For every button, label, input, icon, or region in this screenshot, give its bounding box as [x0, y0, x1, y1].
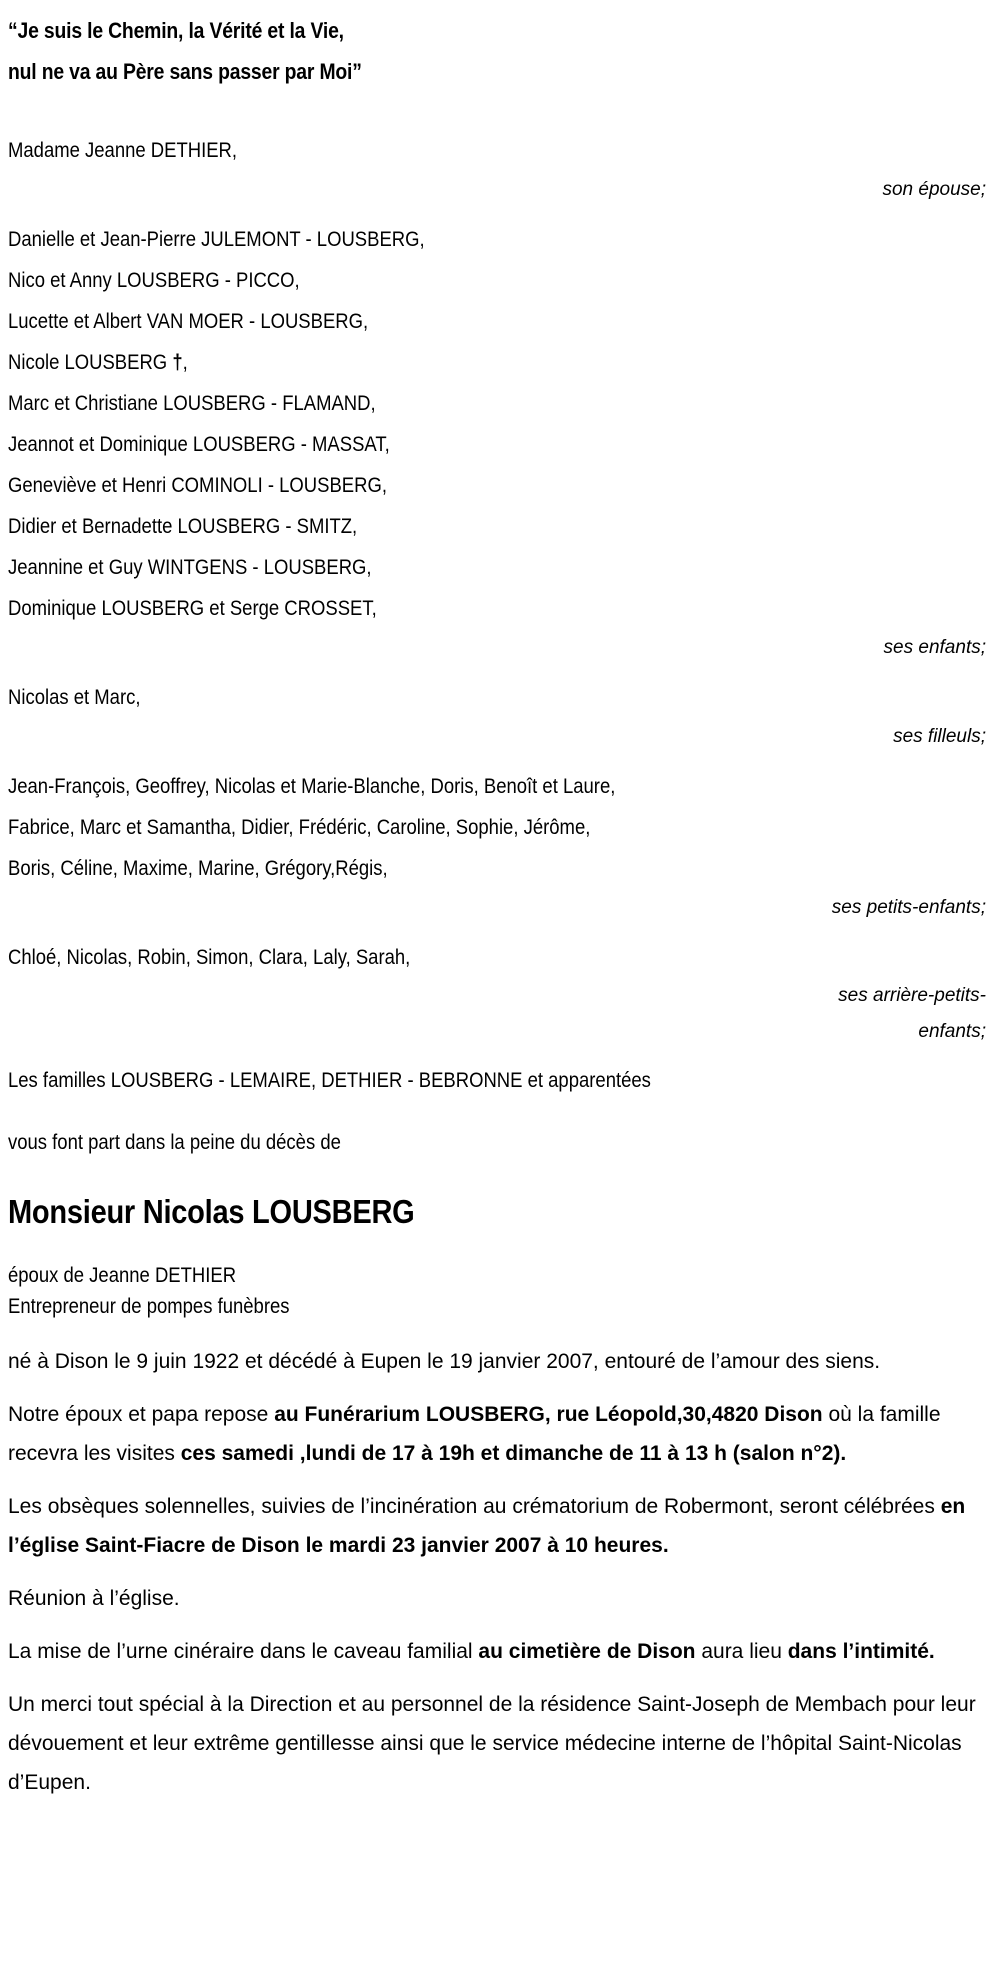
- children-role-label: ses enfants;: [883, 637, 986, 658]
- list-item: Lucette et Albert VAN MOER - LOUSBERG,: [8, 310, 369, 333]
- deceased-child-name: Nicole LOUSBERG: [8, 351, 168, 374]
- children-list: [8, 219, 992, 629]
- list-item: Jeannot et Dominique LOUSBERG - MASSAT,: [8, 433, 390, 456]
- grandchildren-line-3: Boris, Céline, Maxime, Marine, Grégory,Régis,: [8, 857, 388, 880]
- grandchildren-role-label: ses petits-enfants;: [831, 897, 986, 918]
- paragraph-funerarium: [8, 1395, 992, 1473]
- text-run-bold: ces samedi ,lundi de 17 à 19h et dimanche de 11 à 13 h (salon n°2).: [180, 1442, 847, 1465]
- quote-line-2: nul ne va au Père sans passer par Moi”: [8, 59, 362, 84]
- list-item: Nico et Anny LOUSBERG - PICCO,: [8, 269, 300, 292]
- text-run-bold: au cimetière de Dison: [478, 1640, 696, 1663]
- great-grandchildren-names: Chloé, Nicolas, Robin, Simon, Clara, Laly, Sarah,: [8, 946, 411, 969]
- list-item: Geneviève et Henri COMINOLI - LOUSBERG,: [8, 474, 387, 497]
- dagger-icon: †: [172, 351, 183, 374]
- text-run: où la famille recevra les visites: [8, 1403, 941, 1465]
- list-item: Jeannine et Guy WINTGENS - LOUSBERG,: [8, 556, 372, 579]
- list-item: Danielle et Jean-Pierre JULEMONT - LOUSBERG,: [8, 228, 425, 251]
- spacer: [8, 1322, 992, 1342]
- deceased-profession-detail: Entrepreneur de pompes funèbres: [8, 1295, 290, 1318]
- text-run-bold: en l’église Saint-Fiacre de Dison le mardi 23 janvier 2007 à 10 heures.: [8, 1495, 966, 1557]
- text-run: Notre époux et papa repose: [8, 1403, 275, 1426]
- godchildren-role-label: ses filleuls;: [893, 726, 986, 747]
- text-run: La mise de l’urne cinéraire dans le caveau familial: [8, 1640, 479, 1663]
- text-run-bold: au Funérarium LOUSBERG, rue Léopold,30,4820 Dison: [274, 1403, 823, 1426]
- godchildren-names: Nicolas et Marc,: [8, 686, 141, 709]
- deceased-full-name: Monsieur Nicolas LOUSBERG: [8, 1193, 415, 1230]
- paragraph-reunion: Réunion à l’église.: [8, 1587, 180, 1610]
- grandchildren-line-2: Fabrice, Marc et Samantha, Didier, Frédéric, Caroline, Sophie, Jérôme,: [8, 816, 591, 839]
- list-item: Marc et Christiane LOUSBERG - FLAMAND,: [8, 392, 376, 415]
- paragraph-ceremony: [8, 1487, 992, 1565]
- spouse-name: Madame Jeanne DETHIER,: [8, 139, 238, 162]
- text-run: aura lieu: [695, 1640, 788, 1663]
- spacer: [8, 209, 992, 219]
- families-line: Les familles LOUSBERG - LEMAIRE, DETHIER - BEBRONNE et apparentées: [8, 1069, 651, 1092]
- deceased-child-suffix: ,: [182, 351, 188, 374]
- spacer: [8, 927, 992, 937]
- spacer: [8, 756, 992, 766]
- text-run-bold: dans l’intimité.: [787, 1640, 935, 1663]
- spacer: [8, 1050, 992, 1060]
- paragraph-birth-death: né à Dison le 9 juin 1922 et décédé à Eupen le 19 janvier 2007, entouré de l’amour des siens.: [8, 1350, 881, 1373]
- announcement-intro: vous font part dans la peine du décès de: [8, 1131, 341, 1154]
- grandchildren-line-1: Jean-François, Geoffrey, Nicolas et Marie-Blanche, Doris, Benoît et Laure,: [8, 775, 616, 798]
- great-grandchildren-role-label-line-2: enfants;: [918, 1021, 986, 1042]
- spacer: [8, 96, 992, 130]
- list-item: Didier et Bernadette LOUSBERG - SMITZ,: [8, 515, 358, 538]
- paragraph-urn: [8, 1632, 992, 1671]
- list-item-deceased: [8, 342, 992, 383]
- text-run: Les obsèques solennelles, suivies de l’incinération au crématorium de Robermont, seront célébrées: [8, 1495, 941, 1518]
- spacer: [8, 667, 992, 677]
- paragraph-thanks: Un merci tout spécial à la Direction et au personnel de la résidence Saint-Joseph de Membach pour leur dévouement et leur extrême gentillesse ainsi que le service médecine interne de l’hôpital Saint-Nicolas d’Eupen.: [8, 1693, 976, 1794]
- deceased-spouse-detail: époux de Jeanne DETHIER: [8, 1264, 237, 1287]
- scripture-quote: [8, 10, 992, 92]
- grandchildren-list: [8, 766, 992, 889]
- spouse-role-label: son épouse;: [882, 179, 986, 200]
- quote-line-1: “Je suis le Chemin, la Vérité et la Vie,: [8, 18, 344, 43]
- great-grandchildren-role-label-line-1: ses arrière-petits-: [838, 985, 986, 1006]
- list-item: Dominique LOUSBERG et Serge CROSSET,: [8, 597, 377, 620]
